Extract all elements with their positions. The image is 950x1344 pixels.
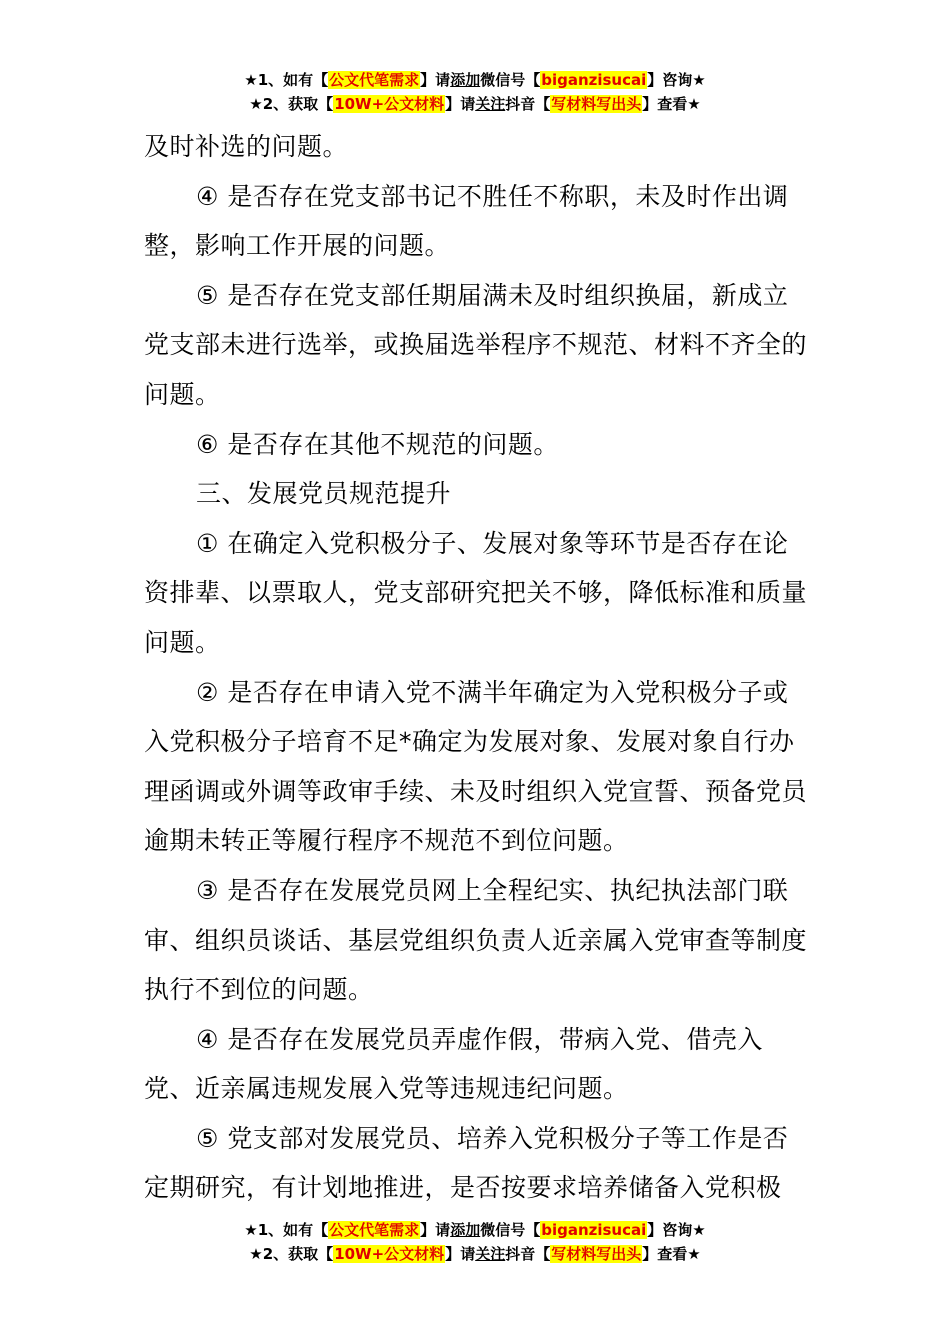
footer-banner xyxy=(0,1218,950,1266)
banner-line-1 xyxy=(0,68,950,92)
paragraph: ⑤ 是否存在党支部任期届满未及时组织换届，新成立党支部未进行选举，或换届选举程序不规范、材料不齐全的问题。 xyxy=(144,280,808,409)
paragraph: ⑤ 党支部对发展党员、培养入党积极分子等工作是否定期研究，有计划地推进，是否按要求培养储备入党积极 xyxy=(144,1123,789,1203)
highlight-materials: 10W+公文材料 xyxy=(334,95,445,113)
banner-text: 微信号【 xyxy=(480,1221,541,1239)
document-body xyxy=(144,122,808,1213)
banner-text: 抖音【 xyxy=(505,1245,551,1263)
highlight-douyin-account: 写材料写出头 xyxy=(551,1245,642,1263)
banner-text: 】查看★ xyxy=(642,1245,701,1263)
highlight-wechat-id: biganzisucai xyxy=(541,1221,647,1239)
banner-emphasis: 添加 xyxy=(450,71,481,89)
banner-text: ★1、如有【 xyxy=(244,1221,329,1239)
section-heading: 三、发展党员规范提升 xyxy=(196,479,452,509)
highlight-service: 公文代笔需求 xyxy=(329,1221,420,1239)
banner-text: 】查看★ xyxy=(642,95,701,113)
banner-line-1 xyxy=(0,1218,950,1242)
banner-line-2 xyxy=(0,1242,950,1266)
paragraph: ④ 是否存在党支部书记不胜任不称职，未及时作出调整，影响工作开展的问题。 xyxy=(144,181,789,261)
banner-text: 抖音【 xyxy=(505,95,551,113)
paragraph: ⑥ 是否存在其他不规范的问题。 xyxy=(196,429,559,459)
banner-text: 微信号【 xyxy=(480,71,541,89)
banner-text: 】请 xyxy=(420,1221,451,1239)
banner-text: ★2、获取【 xyxy=(249,1245,334,1263)
banner-text: 】咨询★ xyxy=(647,71,706,89)
paragraph: ① 在确定入党积极分子、发展对象等环节是否存在论资排辈、以票取人，党支部研究把关不够，降低标准和质量问题。 xyxy=(144,528,808,657)
banner-text: ★1、如有【 xyxy=(244,71,329,89)
banner-line-2 xyxy=(0,92,950,116)
highlight-wechat-id: biganzisucai xyxy=(541,71,647,89)
highlight-douyin-account: 写材料写出头 xyxy=(551,95,642,113)
banner-text: ★2、获取【 xyxy=(249,95,334,113)
highlight-materials: 10W+公文材料 xyxy=(334,1245,445,1263)
banner-text: 】咨询★ xyxy=(647,1221,706,1239)
banner-text: 】请 xyxy=(445,95,476,113)
banner-text: 】请 xyxy=(420,71,451,89)
header-banner xyxy=(0,68,950,116)
paragraph: 及时补选的问题。 xyxy=(144,132,349,161)
banner-emphasis: 关注 xyxy=(475,1245,506,1263)
paragraph: ④ 是否存在发展党员弄虚作假，带病入党、借壳入党、近亲属违规发展入党等违规违纪问题。 xyxy=(144,1024,763,1104)
banner-emphasis: 添加 xyxy=(450,1221,481,1239)
banner-text: 】请 xyxy=(445,1245,476,1263)
paragraph: ② 是否存在申请入党不满半年确定为入党积极分子或入党积极分子培育不足*确定为发展对象、发展对象自行办理函调或外调等政审手续、未及时组织入党宣誓、预备党员逾期未转正等履行程序不规范不到位问题。 xyxy=(144,677,808,856)
paragraph: ③ 是否存在发展党员网上全程纪实、执纪执法部门联审、组织员谈话、基层党组织负责人近亲属入党审查等制度执行不到位的问题。 xyxy=(144,875,808,1005)
banner-emphasis: 关注 xyxy=(475,95,506,113)
highlight-service: 公文代笔需求 xyxy=(329,71,420,89)
